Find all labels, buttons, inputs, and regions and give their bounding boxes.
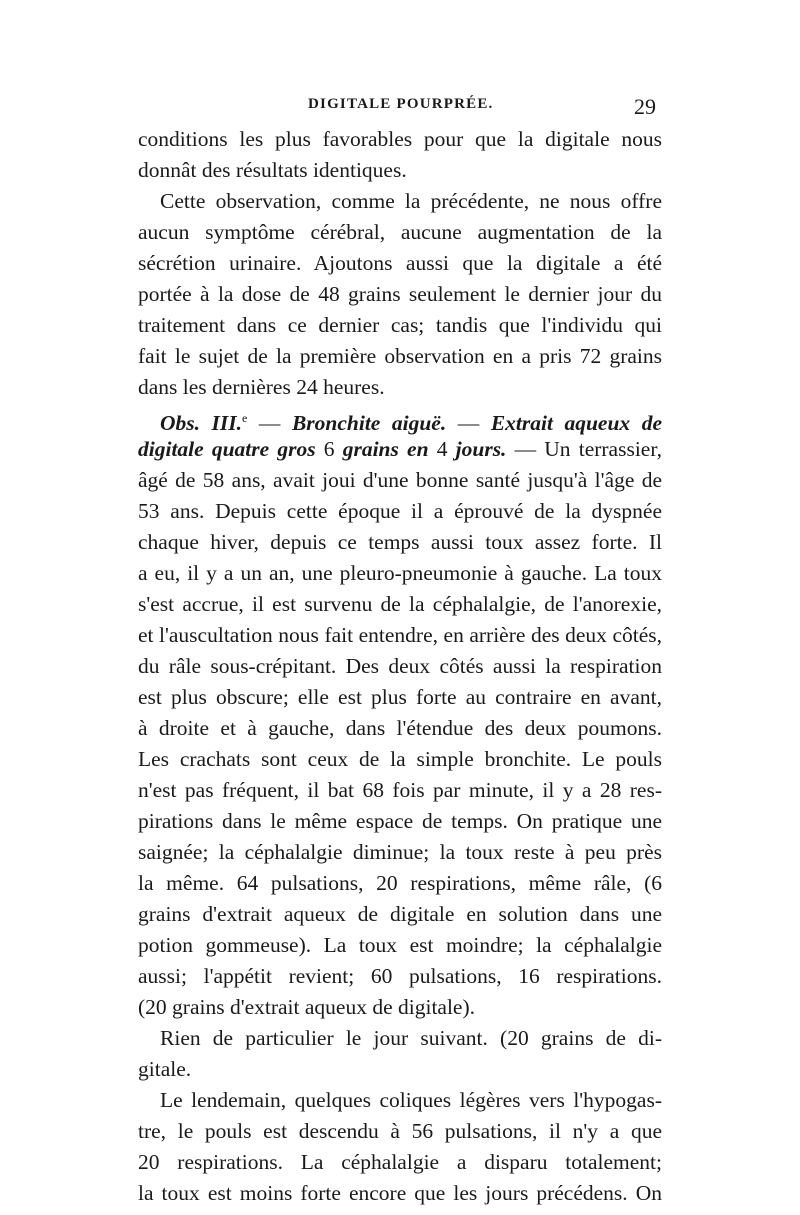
observation-heading-cont	[138, 434, 662, 465]
running-head	[138, 94, 658, 124]
text-line: grains d'extrait aqueux de digitale en solution dans une	[138, 902, 662, 926]
text-line: fait le sujet de la première observation en a pris 72 grains	[138, 344, 662, 368]
text-line: Rien de particulier le jour suivant. (20 grains de di-	[160, 1026, 662, 1050]
text-line: dans les dernières 24 heures.	[138, 375, 385, 399]
obs-label: Obs. III.	[160, 411, 243, 436]
text-line: conditions les plus favorables pour que la digitale nous	[138, 127, 662, 151]
text-line: donnât des résultats identiques.	[138, 158, 407, 182]
obs-subtitle: Extrait aqueux de	[490, 411, 663, 436]
text-line: à droite et à gauche, dans l'étendue des deux poumons.	[138, 716, 662, 740]
obs-dose-rest: — Un terrassier,	[506, 437, 663, 461]
running-title: DIGITALE POURPRÉE.	[308, 96, 494, 112]
body-text	[138, 124, 662, 1209]
text-line: pirations dans le même espace de temps. On pratique une	[138, 809, 662, 833]
text-line: aussi; l'appétit revient; 60 pulsations, 16 respirations.	[138, 964, 662, 988]
page-number: 29	[634, 94, 656, 119]
text-line: âgé de 58 ans, avait joui d'une bonne santé jusqu'à l'âge de	[138, 468, 662, 492]
text-line: saignée; la céphalalgie diminue; la toux reste à peu près	[138, 840, 662, 864]
text-line: la même. 64 pulsations, 20 respirations, même râle, (6	[138, 871, 662, 895]
text-line: portée à la dose de 48 grains seulement le dernier jour du	[138, 282, 662, 306]
text-line: 53 ans. Depuis cette époque il a éprouvé de la dyspnée	[138, 499, 662, 523]
text-line: (20 grains d'extrait aqueux de digitale).	[138, 995, 476, 1019]
text-line: potion gommeuse). La toux est moindre; la céphalalgie	[138, 933, 662, 957]
obs-dash: —	[247, 411, 292, 436]
obs-dose-text: jours.	[455, 437, 507, 461]
text-line: du râle sous-crépitant. Des deux côtés aussi la respiration	[138, 654, 662, 678]
text-line: gitale.	[138, 1057, 192, 1081]
text-line: aucun symptôme cérébral, aucune augmentation de la	[138, 220, 662, 244]
text-line: Les crachats sont ceux de la simple bronchite. Le pouls	[138, 747, 662, 771]
obs-label-sup: e	[242, 411, 248, 425]
obs-dose-num: 6	[315, 437, 343, 461]
text-line: la toux est moins forte encore que les jours précédens. On	[138, 1181, 662, 1205]
text-line: et l'auscultation nous fait entendre, en arrière des deux côtés,	[138, 623, 662, 647]
text-line: Le lendemain, quelques coliques légères vers l'hypogas-	[160, 1088, 662, 1112]
obs-title: Bronchite aiguë.	[291, 411, 447, 436]
text-line: est plus obscure; elle est plus forte au contraire en avant,	[138, 685, 662, 709]
text-line: a eu, il y a un an, une pleuro-pneumonie à gauche. La toux	[138, 561, 662, 585]
text-line: traitement dans ce dernier cas; tandis que l'individu qui	[138, 313, 662, 337]
obs-dose-text: digitale quatre gros	[138, 437, 316, 461]
obs-dose-num: 4	[428, 437, 456, 461]
text-line: Cette observation, comme la précédente, ne nous offre	[160, 189, 662, 213]
text-line: 20 respirations. La céphalalgie a disparu totalement;	[138, 1150, 662, 1174]
text-line: sécrétion urinaire. Ajoutons aussi que la digitale a été	[138, 251, 662, 275]
text-line: tre, le pouls est descendu à 56 pulsations, il n'y a que	[138, 1119, 662, 1143]
text-line: s'est accrue, il est survenu de la céphalalgie, de l'anorexie,	[138, 592, 662, 616]
obs-dash: —	[446, 411, 491, 436]
observation-heading	[138, 403, 662, 434]
text-line: chaque hiver, depuis ce temps aussi toux assez forte. Il	[138, 530, 662, 554]
obs-dose-text: grains en	[342, 437, 429, 461]
text-line: n'est pas fréquent, il bat 68 fois par minute, il y a 28 res-	[138, 778, 662, 802]
